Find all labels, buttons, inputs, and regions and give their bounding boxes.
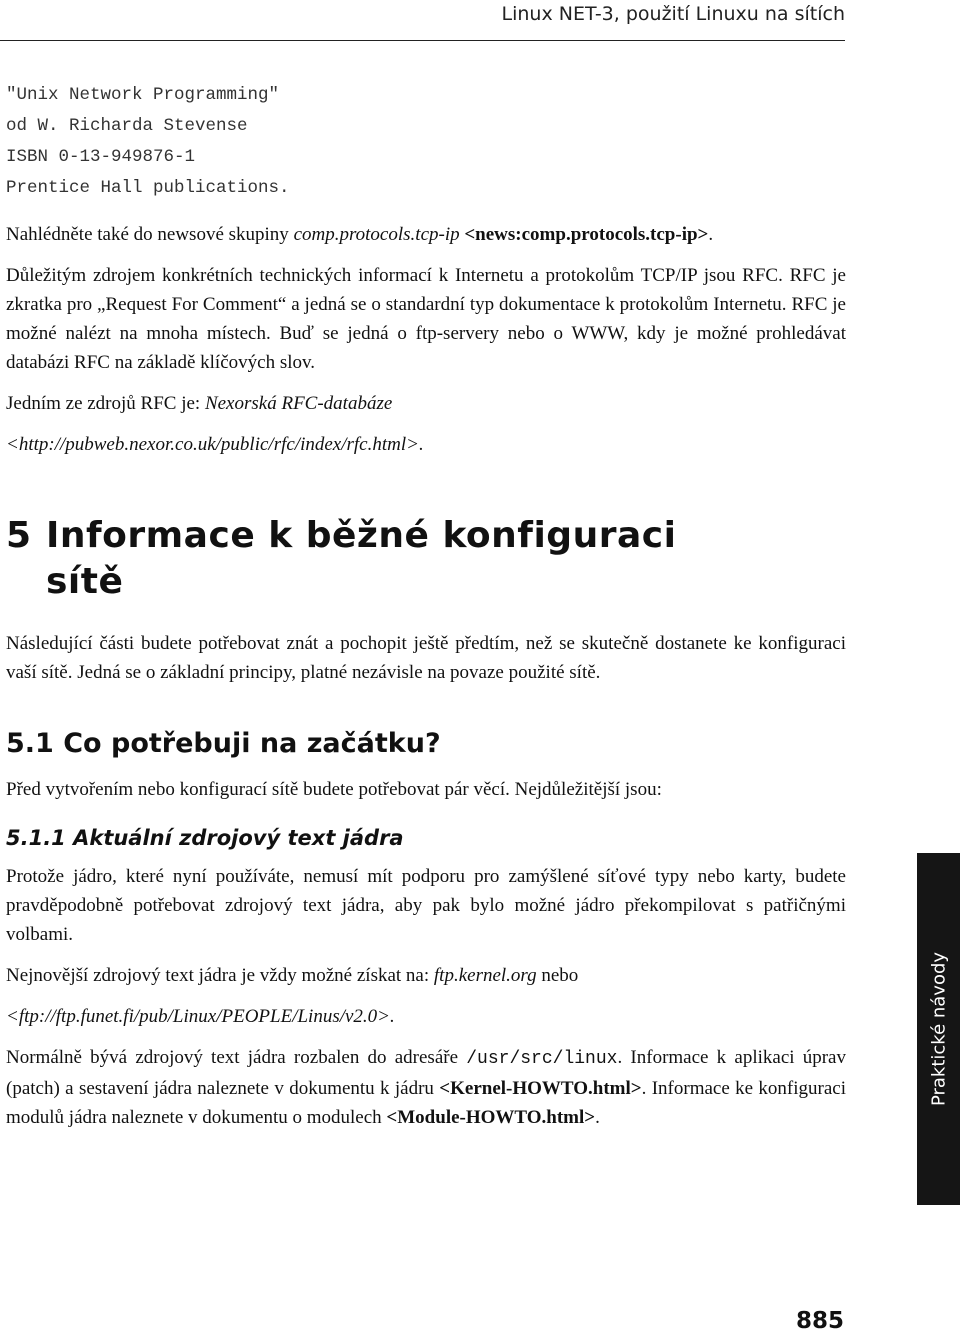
chapter-heading	[6, 513, 846, 605]
newsgroup-paragraph: Nahlédněte také do newsové skupiny comp.protocols.tcp-ip <news:comp.protocols.tcp-ip>.	[6, 224, 714, 245]
kernel-howto-link[interactable]: <Kernel-HOWTO.html>	[439, 1078, 642, 1099]
chapter-number: 5	[6, 515, 32, 556]
newsgroup-name: comp.protocols.tcp-ip	[293, 224, 460, 245]
module-howto-link[interactable]: <Module-HOWTO.html>	[386, 1107, 596, 1128]
rfc-source: Jedním ze zdrojů RFC je: Nexorská RFC-databáze	[6, 393, 393, 414]
side-tab	[917, 853, 960, 1205]
book-ref-line: "Unix Network Programming"	[6, 85, 280, 105]
book-ref-line: od W. Richarda Stevense	[6, 116, 248, 136]
kernel-paragraph: Protože jádro, které nyní používáte, nemusí mít podporu pro zamýšlené síťové typy nebo karty, budete pravděpodobně potřebovat zdrojový text jádra, aby pak bylo možné jádro překompilovat s patřičnými volbami.	[6, 866, 846, 945]
book-ref-line: Prentice Hall publications.	[6, 178, 290, 198]
rfc-database-name: Nexorská RFC-databáze	[204, 393, 393, 414]
subsection-heading: 5.1.1 Aktuální zdrojový text jádra	[6, 826, 404, 850]
book-ref-line: ISBN 0-13-949876-1	[6, 147, 196, 167]
intro-paragraph: Následující části budete potřebovat znát a pochopit ještě předtím, než se skutečně dostanete ke konfiguraci vaší sítě. Jedná se o základní principy, platné nezávisle na povaze použité sítě.	[6, 633, 846, 683]
normal-paragraph: Normálně bývá zdrojový text jádra rozbalen do adresáře /usr/src/linux. Informace k aplikaci úprav (patch) a sestavení jádra naleznete v dokumentu k jádru <Kernel-HOWTO.html>. Informace ke konfiguraci modulů jádra naleznete v dokumentu o modulech <Module-HOWTO.html>.	[6, 1047, 846, 1128]
kernel-site-link[interactable]: ftp.kernel.org	[433, 965, 537, 986]
rfc-url-link[interactable]: <http://pubweb.nexor.co.uk/public/rfc/index/rfc.html>.	[6, 434, 424, 455]
running-head-title: Linux NET-3, použití Linuxu na sítích	[501, 3, 845, 25]
chapter-title-line1: Informace k běžné konfiguraci	[46, 515, 677, 556]
page-number: 885	[795, 1308, 844, 1334]
rfc-paragraph: Důležitým zdrojem konkrétních technických informací k Internetu a protokolům TCP/IP jsou RFC. RFC je zkratka pro „Request For Comment“ a jedná se o standardní typ dokumentace k protokolům Internetu. RFC je možné nalézt na mnoha místech. Buď se jedná o ftp-servery nebo o WWW, kdy je možné prohledávat databázi RFC na základě klíčových slov.	[6, 265, 846, 373]
page-content	[6, 80, 846, 1132]
side-tab-label: Praktické návody	[928, 951, 949, 1107]
book-reference	[6, 80, 846, 204]
ftp-url-link[interactable]: <ftp://ftp.funet.fi/pub/Linux/PEOPLE/Linus/v2.0>.	[6, 1006, 395, 1027]
chapter-title-line2: sítě	[46, 561, 124, 602]
newsgroup-link[interactable]: <news:comp.protocols.tcp-ip>	[459, 224, 709, 245]
running-header	[0, 0, 845, 41]
kernel-source-path: /usr/src/linux	[466, 1049, 618, 1069]
need-paragraph: Před vytvořením nebo konfigurací sítě budete potřebovat pár věcí. Nejdůležitější jsou:	[6, 779, 662, 800]
latest-kernel-paragraph: Nejnovější zdrojový text jádra je vždy možné získat na: ftp.kernel.org nebo	[6, 965, 579, 986]
section-heading: 5.1 Co potřebuji na začátku?	[6, 728, 441, 759]
